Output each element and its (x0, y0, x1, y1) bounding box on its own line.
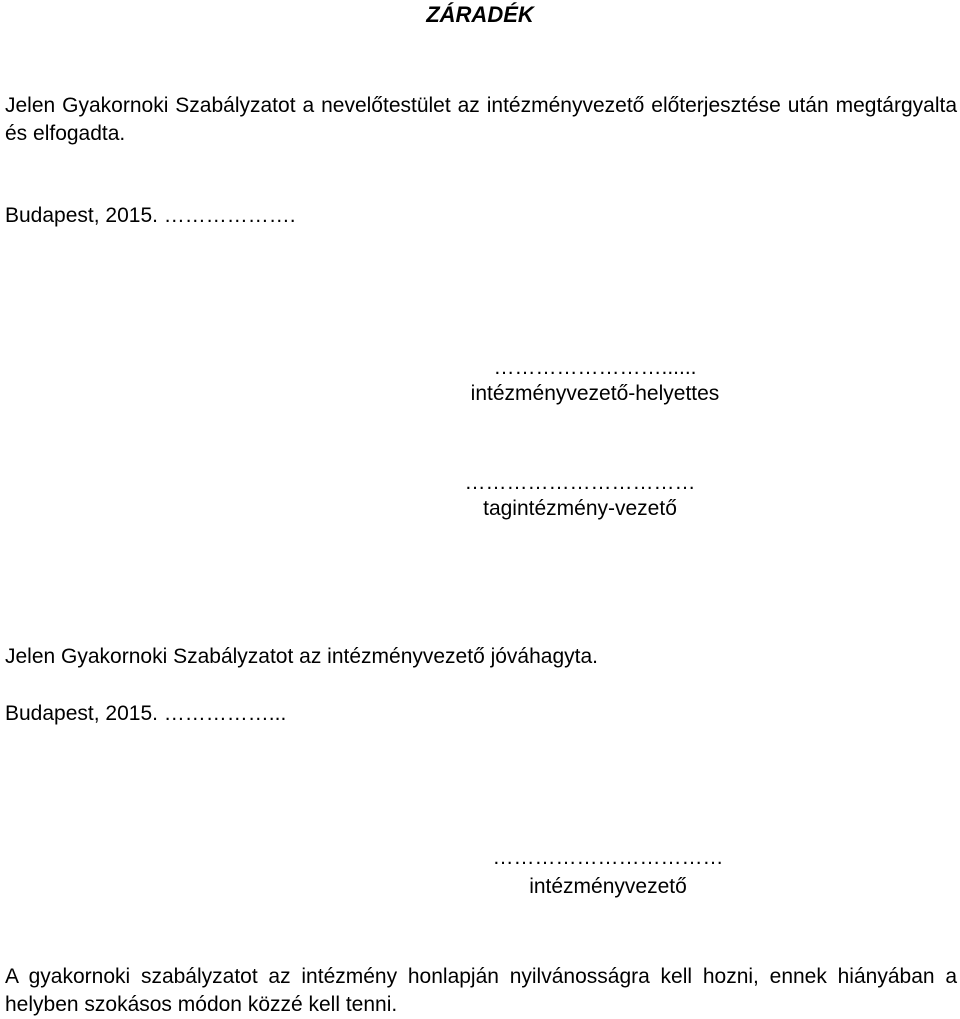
publication-paragraph: A gyakornoki szabályzatot az intézmény honlapján nyilvánosságra kell hozni, ennek hiányában a helyben szokásos módon közzé kell tenni. (5, 965, 957, 1016)
place-date-2: Budapest, 2015. ……………... (5, 702, 287, 725)
signature-line-3: …………………………… (492, 846, 724, 869)
signature-line-1: ……………………...... (493, 356, 697, 379)
place-date-1: Budapest, 2015. ………………. (5, 204, 296, 227)
signature-role-3: intézményvezető (529, 875, 687, 898)
approval-paragraph: Jelen Gyakornoki Szabályzatot az intézményvezető jóváhagyta. (5, 645, 598, 668)
document-title: ZÁRADÉK (426, 2, 534, 27)
adoption-paragraph: Jelen Gyakornoki Szabályzatot a nevelőtestület az intézményvezető előterjesztése után megtárgyalta és elfogadta. (5, 94, 957, 145)
signature-role-2: tagintézmény-vezető (483, 497, 677, 520)
signature-role-1: intézményvezető-helyettes (470, 382, 720, 405)
signature-line-2: …………………………… (464, 471, 696, 494)
